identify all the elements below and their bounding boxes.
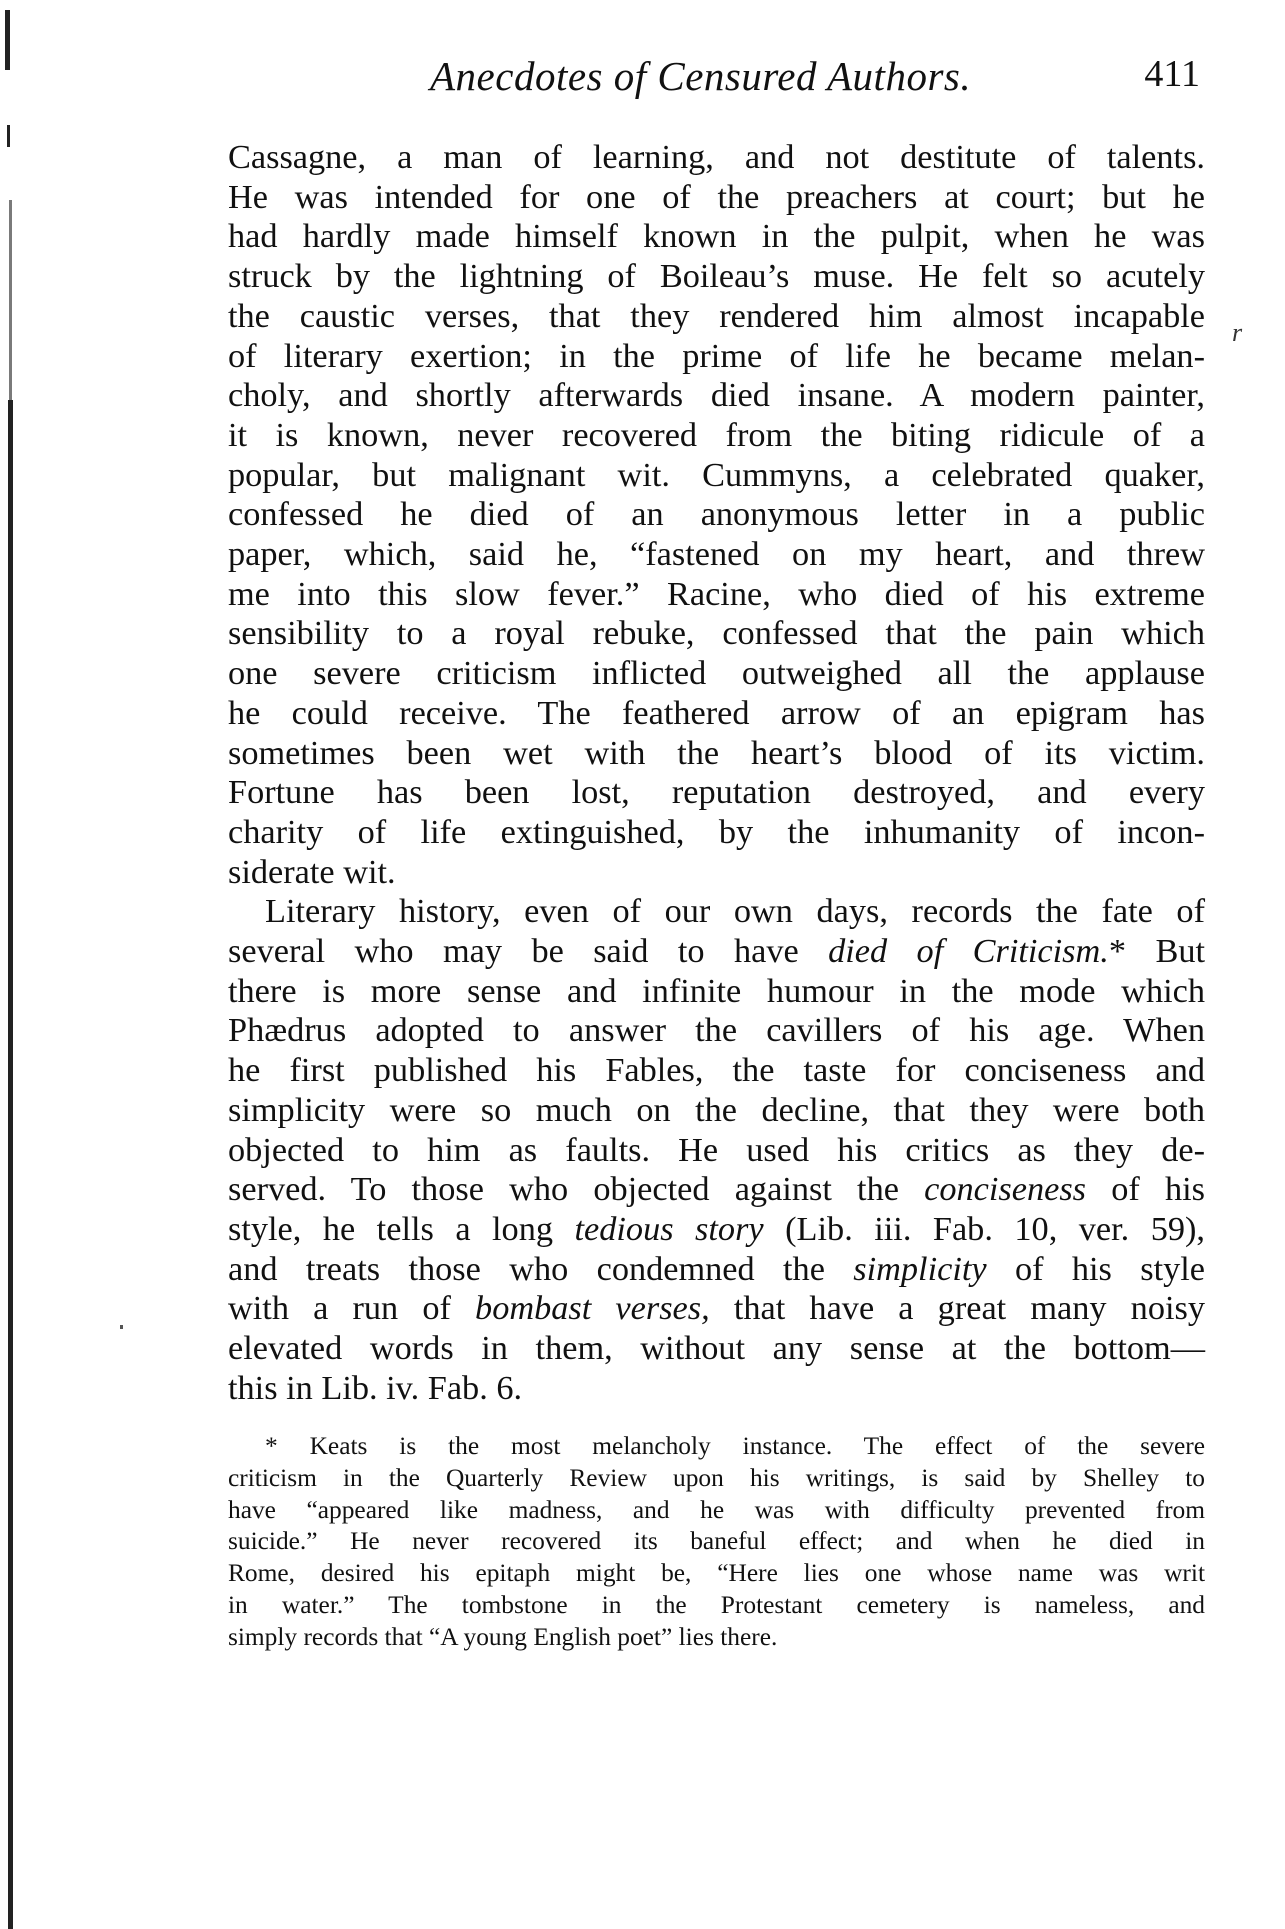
text-run: of his xyxy=(1086,1170,1205,1209)
footnote-line: criticism in the Quarterly Review upon his writings, is said by Shelley to xyxy=(228,1463,1205,1492)
text-line: there is more sense and infinite humour in the mode which xyxy=(228,971,1205,1010)
paragraph-2 xyxy=(228,892,1205,1408)
text-line: elevated words in them, without any sense at the bottom— xyxy=(228,1329,1205,1368)
text-line xyxy=(228,1170,1205,1210)
footnote-line: Rome, desired his epitaph might be, “Here lies one whose name was writ xyxy=(228,1559,1205,1588)
scan-gutter-mark xyxy=(9,200,12,400)
text-run: (Lib. iii. Fab. 10, ver. 59), xyxy=(763,1209,1205,1248)
text-line: Cassagne, a man of learning, and not destitute of talents. xyxy=(228,138,1205,176)
text-line xyxy=(228,932,1205,972)
footnote-line: in water.” The tombstone in the Protestant cemetery is nameless, and xyxy=(228,1590,1205,1619)
scan-speck xyxy=(120,1325,123,1329)
text-run: * But xyxy=(1108,932,1205,971)
text-line: simplicity were so much on the decline, that they were both xyxy=(228,1090,1205,1129)
footnote-line: simply records that “A young English poet” lies there. xyxy=(228,1622,778,1651)
emphasis-simplicity: simplicity xyxy=(853,1249,987,1288)
footnote-line: suicide.” He never recovered its baneful effect; and when he died in xyxy=(228,1527,1205,1556)
text-line: the caustic verses, that they rendered him almost incapable xyxy=(228,296,1205,335)
text-run: several who may be said to have xyxy=(228,932,829,971)
text-line: had hardly made himself known in the pulpit, when he was xyxy=(228,217,1205,256)
body-text xyxy=(228,138,1205,1409)
text-line: objected to him as faults. He used his critics as they de- xyxy=(228,1130,1205,1169)
text-line: Literary history, even of our own days, records the fate of xyxy=(265,892,1205,931)
emphasis-died-of-criticism: died of Criticism. xyxy=(828,932,1109,971)
text-line: he could receive. The feathered arrow of an epigram has xyxy=(228,693,1205,732)
text-run: served. To those who objected against the xyxy=(228,1170,925,1209)
text-line: struck by the lightning of Boileau’s muse. He felt so acutely xyxy=(228,257,1205,296)
text-line: sensibility to a royal rebuke, confessed that the pain which xyxy=(228,614,1205,653)
emphasis-tedious-story: tedious story xyxy=(574,1209,764,1248)
text-line: one severe criticism inflicted outweighed all the applause xyxy=(228,654,1205,693)
text-line: it is known, never recovered from the biting ridicule of a xyxy=(228,415,1205,454)
running-header-title: Anecdotes of Censured Authors. xyxy=(430,53,972,99)
scan-gutter-mark xyxy=(5,10,10,70)
running-header xyxy=(420,52,1200,112)
text-run: that have a great many noisy xyxy=(709,1289,1206,1328)
text-line: He was intended for one of the preachers at court; but he xyxy=(228,177,1205,216)
text-line: confessed he died of an anonymous letter in a public xyxy=(228,495,1205,534)
text-run: and treats those who condemned the xyxy=(228,1249,854,1288)
text-line: choly, and shortly afterwards died insane. A modern painter, xyxy=(228,376,1205,415)
text-line: Phædrus adopted to answer the cavillers of his age. When xyxy=(228,1011,1205,1050)
text-line: charity of life extinguished, by the inhumanity of incon- xyxy=(228,812,1205,851)
text-line: popular, but malignant wit. Cummyns, a celebrated quaker, xyxy=(228,455,1205,494)
text-line: sometimes been wet with the heart’s blood of its victim. xyxy=(228,733,1205,772)
text-line: me into this slow fever.” Racine, who died of his extreme xyxy=(228,574,1205,613)
footnote-line: have “appeared like madness, and he was with difficulty prevented from xyxy=(228,1495,1205,1524)
text-line: of literary exertion; in the prime of life he became melan- xyxy=(228,336,1205,375)
text-line: paper, which, said he, “fastened on my heart, and threw xyxy=(228,535,1205,574)
text-line: Fortune has been lost, reputation destroyed, and every xyxy=(228,773,1205,812)
scan-gutter-shadow xyxy=(8,400,13,1929)
text-line: siderate wit. xyxy=(228,852,396,891)
text-run: of his style xyxy=(986,1249,1206,1288)
scan-gutter-mark xyxy=(7,125,10,147)
footnote xyxy=(228,1431,1205,1654)
margin-pencil-mark: r xyxy=(1232,318,1243,347)
page-number: 411 xyxy=(1144,53,1200,95)
emphasis-bombast-verses: bombast verses, xyxy=(475,1289,710,1328)
text-line xyxy=(228,1250,1205,1290)
text-line: this in Lib. iv. Fab. 6. xyxy=(228,1368,523,1407)
text-run: with a run of xyxy=(228,1289,476,1328)
text-line: he first published his Fables, the taste for conciseness and xyxy=(228,1051,1205,1090)
footnote-line: * Keats is the most melancholy instance. The effect of the severe xyxy=(265,1432,1205,1460)
paragraph-1 xyxy=(228,138,1205,892)
text-line xyxy=(228,1210,1205,1250)
text-line xyxy=(228,1289,1205,1329)
text-run: style, he tells a long xyxy=(228,1209,575,1248)
emphasis-conciseness: conciseness xyxy=(924,1170,1087,1209)
